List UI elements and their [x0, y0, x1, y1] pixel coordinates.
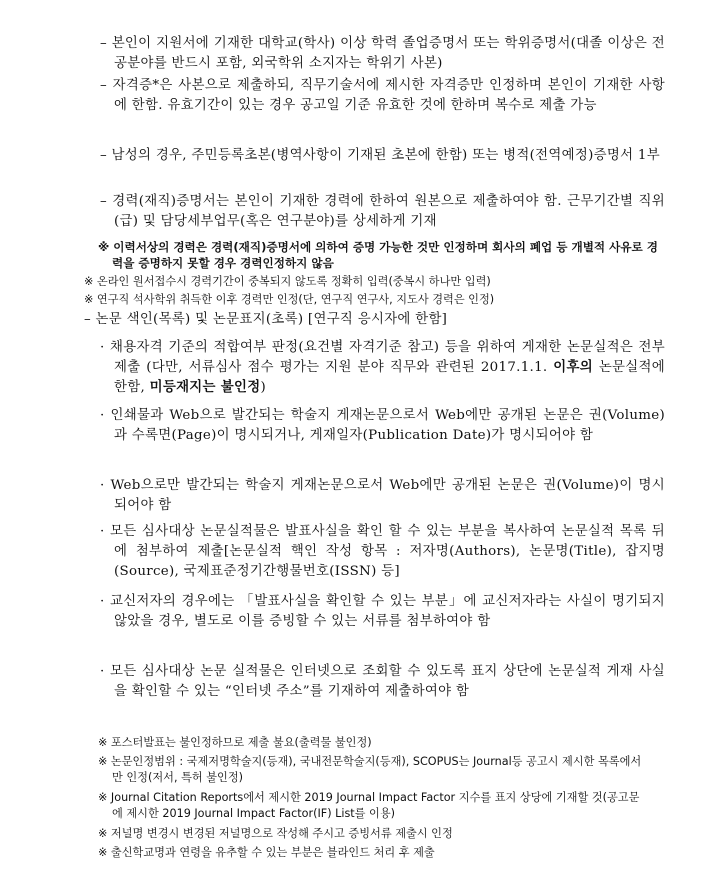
text-run: · 채용자격 기준의 적합여부 판정(요건별 자격기준 참고) 등을 위하여 게재한 논문실적은 전부 제출 (다만, 서류심사 점수 평가는 지원 분야 직무와 관련된 2017.1.1.	[100, 340, 665, 375]
item-license	[0, 76, 703, 116]
item-paper-index	[0, 310, 703, 330]
item-text	[84, 338, 703, 398]
item-career-certificate	[0, 192, 703, 232]
note-text: ※ 연구직 석사학위 취득한 이후 경력만 인정(단, 연구직 연구사, 지도사 경력은 인정)	[84, 293, 495, 306]
text-run: 논문실적에 한함,	[114, 360, 665, 395]
item-degree-certificate	[0, 34, 703, 74]
bullet-internet-address	[0, 662, 703, 702]
text-run: )	[260, 380, 266, 395]
footnote-paper-scope	[0, 754, 703, 786]
text-emphasis: 미등재지는 불인정	[149, 380, 261, 395]
note-text: ※ 포스터발표는 불인정하므로 제출 불요(출력물 불인정)	[98, 736, 372, 749]
bullet-corresponding-author	[0, 592, 703, 632]
item-text: – 자격증*은 사본으로 제출하되, 직무기술서에 제시한 자격증만 인정하며 본인이 기재한 사항에 한함. 유효기간이 있는 경우 공고일 기준 유효한 것에 한하며 복수로 제출 가능	[100, 78, 665, 113]
footnote-impact-factor	[0, 790, 703, 822]
item-text: · 교신저자의 경우에는 「발표사실을 확인할 수 있는 부분」에 교신저자라는 사실이 명기되지 않았을 경우, 별도로 이를 증빙할 수 있는 서류를 첨부하여야 함	[100, 594, 665, 629]
footnote-poster	[0, 735, 703, 751]
item-text: – 논문 색인(목록) 및 논문표지(초록) [연구직 응시자에 한함]	[84, 312, 448, 327]
text-emphasis: 이후의	[553, 360, 593, 375]
item-text: · 인쇄물과 Web으로 발간되는 학술지 게재논문으로서 Web에만 공개된 논문은 권(Volume)과 수록면(Page)이 명시되거나, 게재일자(Publication Date)가 명시되어야 함	[100, 408, 665, 443]
note-text: ※ Journal Citation Reports에서 제시한 2019 Journal Impact Factor 지수를 표지 상당에 기재할 것(공고문에 제시한 2019 Journal Impact Factor(IF) List를 이용)	[98, 791, 640, 820]
note-text: ※ 저널명 변경시 변경된 저널명으로 작성해 주시고 증빙서류 제출시 인정	[98, 827, 453, 840]
note-online-entry	[0, 274, 703, 290]
item-military	[0, 146, 703, 166]
note-text: ※ 이력서상의 경력은 경력(재직)증명서에 의하여 증명 가능한 것만 인정하며 회사의 폐업 등 개별적 사유로 경력을 증명하지 못할 경우 경력인정하지 않음	[98, 240, 658, 270]
item-text: – 남성의 경우, 주민등록초본(병역사항이 기재된 초본에 한함) 또는 병적(전역예정)증명서 1부	[100, 148, 660, 163]
note-text: ※ 출신학교명과 연령을 유추할 수 있는 부분은 블라인드 처리 후 제출	[98, 846, 435, 859]
footnote-blind	[0, 845, 703, 861]
bullet-web-only	[0, 476, 703, 516]
note-research-career	[0, 292, 703, 308]
bullet-web-published	[0, 406, 703, 446]
bullet-paper-eligibility	[0, 338, 703, 398]
item-text: · 모든 심사대상 논문 실적물은 인터넷으로 조회할 수 있도록 표지 상단에 논문실적 게재 사실을 확인할 수 있는 “인터넷 주소”를 기재하여 제출하여야 함	[100, 664, 665, 699]
item-text: · 모든 심사대상 논문실적물은 발표사실을 확인 할 수 있는 부분을 복사하여 논문실적 목록 뒤에 첨부하여 제출[논문실적 핵인 작성 항목 : 저자명(Authors), 논문명(Title), 잡지명(Source), 국제표준정기간행물번호(ISSN) 등]	[100, 524, 665, 579]
note-text: ※ 온라인 원서접수시 경력기간이 중복되지 않도록 정확히 입력(중복시 하나만 입력)	[84, 275, 491, 288]
note-career-proof	[0, 239, 703, 271]
item-text: · Web으로만 발간되는 학술지 게재논문으로서 Web에만 공개된 논문은 권(Volume)이 명시되어야 함	[100, 478, 665, 513]
item-text: – 본인이 지원서에 기재한 대학교(학사) 이상 학력 졸업증명서 또는 학위증명서(대졸 이상은 전공분야를 반드시 포함, 외국학위 소지자는 학위기 사본)	[100, 36, 665, 71]
bullet-attach-copy	[0, 522, 703, 582]
footnote-journal-rename	[0, 826, 703, 842]
item-text: – 경력(재직)증명서는 본인이 기재한 경력에 한하여 원본으로 제출하여야 함. 근무기간별 직위(급) 및 담당세부업무(혹은 연구분야)를 상세하게 기재	[100, 194, 665, 229]
note-text: ※ 논문인정범위 : 국제저명학술지(등재), 국내전문학술지(등재), SCOPUS는 Journal등 공고시 제시한 목록에서만 인정(저서, 특허 불인정)	[98, 755, 642, 784]
